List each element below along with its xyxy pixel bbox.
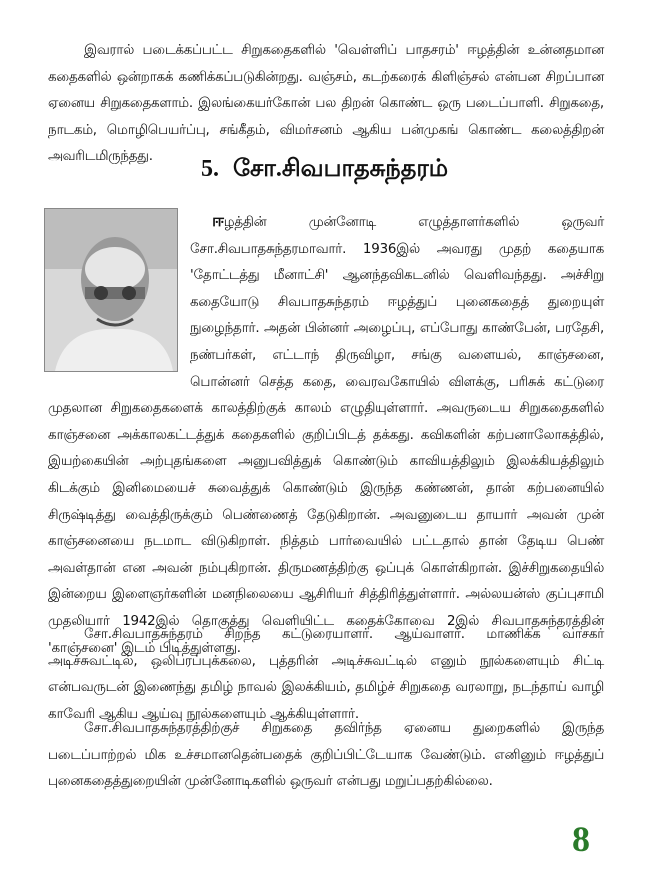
biography-text: ழத்தின் முன்னோடி எழுத்தாளர்களில் ஒருவர் சோ.சிவபாதசுந்தரமாவார். 1936இல் அவரது முதற் கதையாக 'தோட்டத்து மீனாட்சி' ஆனந்தவிகடனில் வெளிவந்தது. அச்சிறு கதையோடு சிவபாதசுந்தரம் ஈழத்துப் புனைகதைத் துறையுள் நுழைந்தார். அதன் பின்னர் அழைப்பு, எப்போது காண்பேன், பரதேசி, நண்பர்கள், எட்டாந் திருவிழா, சங்கு வளையல், காஞ்சனை, பொன்னர் செத்த கதை, வைரவகோயில் விளக்கு, பரிசுக் கட்டுரை முதலான சிறுகதைகளைக் காலத்திற்குக் காலம் எழுதியுள்ளார். அவருடைய சிறுகதைகளில் காஞ்சனை அக்காலகட்டத்துக் கதைகளில் குறிப்பிடத் தக்கது. கவிகளின் கற்பனாலோகத்தில், இயற்கையின் அற்புதங்களை அனுபவித்துக் கொண்டும் காவியத்திலும் இலக்கியத்திலும் கிடக்கும் இனிமையைச் சுவைத்துக் கொண்டும் இருந்த கண்ணன், தான் கற்பனையில் சிருஷ்டித்து வைத்திருக்கும் பெண்ணைத் தேடுகிறான். அவனுடைய தாயார் அவன் முன் காஞ்சனையை நடமாட விடுகிறாள். நித்தம் பார்வையில் பட்டதால் தான் தேடிய பெண் அவள்தான் என அவன் நம்புகிறான். திருமணத்திற்கு ஒப்புக் கொள்கிறான். இச்சிறுகதையில் இன்றைய இளைஞர்களின் மனநிலையை ஆசிரியர் சித்திரித்துள்ளார். அல்லயன்ஸ் குப்புசாமி முதலியார் 1942இல் தொகுத்து வெளியிட்ட கதைக்கோவை 2இல் சிவபாதசுந்தரத்தின் 'காஞ்சனை' இடம் பிடித்துள்ளது.	[48, 215, 604, 656]
drop-cap: ஈ	[212, 211, 224, 231]
essays-paragraph: சோ.சிவபாதசுந்தரம் சிறந்த கட்டுரையாளர். ஆய்வாளர். மாணிக்க வாசகர் அடிச்சுவட்டில், ஒலிபரப்புக்கலை, புத்தரின் அடிச்சுவட்டில் எனும் நூல்களையும் சிட்டி என்பவருடன் இணைந்து தமிழ் நாவல் இலக்கியம், தமிழ்ச் சிறுகதை வரலாறு, நடந்தாய் வாழி காவேரி ஆகிய ஆய்வு நூல்களையும் ஆக்கியுள்ளார்.	[48, 627, 604, 722]
page-number: 8	[572, 819, 590, 859]
section-number: 5.	[200, 156, 219, 182]
section-title: சோ.சிவபாதசுந்தரம்	[232, 156, 449, 182]
intro-paragraph: இவரால் படைக்கப்பட்ட சிறுகதைகளில் 'வெள்ளிப் பாதசரம்' ஈழத்தின் உன்னதமான கதைகளில் ஒன்றாகக் கணிக்கப்படுகின்றது. வஞ்சம், கடற்கரைக் கிளிஞ்சல் என்பன சிறப்பான ஏனைய சிறுகதைகளாம். இலங்கையர்கோன் பல திறன் கொண்ட ஒரு படைப்பாளி. சிறுகதை, நாடகம், மொழிபெயர்ப்பு, சங்கீதம், விமர்சனம் ஆகிய பன்முகங் கொண்ட கலைத்திறன் அவரிடமிருந்தது.	[48, 43, 604, 165]
closing-paragraph: சோ.சிவபாதசுந்தரத்திற்குச் சிறுகதை தவிர்ந்த ஏனைய துறைகளில் இருந்த படைப்பாற்றல் மிக உச்சமானதென்பதைக் குறிப்பிட்டேயாக வேண்டும். எனினும் ஈழத்துப் புனைகதைத்துறையின் முன்னோடிகளில் ஒருவர் என்பது மறுப்பதற்கில்லை.	[48, 721, 604, 790]
biography-paragraph	[48, 208, 604, 662]
section-heading	[0, 156, 649, 185]
